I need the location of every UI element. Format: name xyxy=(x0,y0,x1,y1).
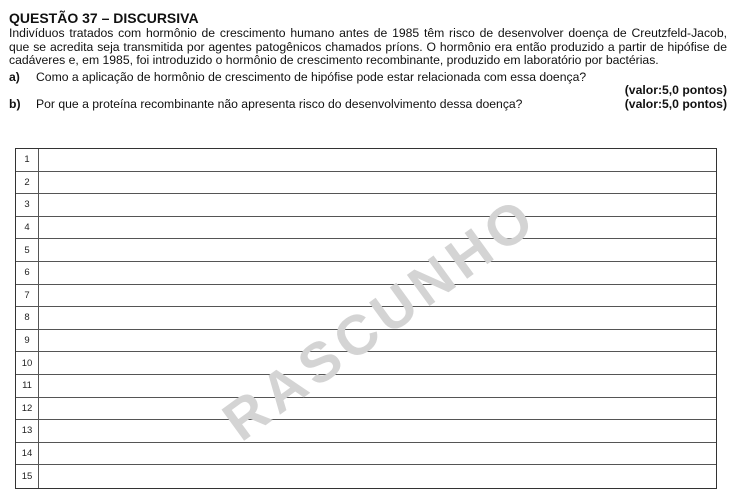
line-number: 2 xyxy=(16,172,39,194)
line-number: 1 xyxy=(16,149,39,171)
answer-line[interactable] xyxy=(16,398,716,421)
question-statement: Indivíduos tratados com hormônio de crescimento humano antes de 1985 têm risco de desenvolver doença de Creutzfeld-Jacob, que se acredita seja transmitida por agentes patogênicos chamados príons. O hormônio era então produzido a partir de hipófise de cadáveres e, em 1985, foi introduzido o hormônio de crescimento recombinante, produzido em laboratório por bactérias. xyxy=(9,26,727,67)
answer-line-space[interactable] xyxy=(39,443,716,465)
answer-line-space[interactable] xyxy=(39,149,716,171)
line-number: 8 xyxy=(16,307,39,329)
draft-watermark: RASCUNHO xyxy=(211,183,549,453)
line-number: 11 xyxy=(16,375,39,397)
answer-line[interactable] xyxy=(16,443,716,466)
answer-line-space[interactable] xyxy=(39,262,716,284)
line-number: 7 xyxy=(16,285,39,307)
line-number: 5 xyxy=(16,239,39,261)
question-title: QUESTÃO 37 – DISCURSIVA xyxy=(9,10,199,26)
question-b-letter: b) xyxy=(9,96,21,111)
answer-line-space[interactable] xyxy=(39,420,716,442)
answer-line[interactable] xyxy=(16,330,716,353)
line-number: 14 xyxy=(16,443,39,465)
answer-line[interactable] xyxy=(16,262,716,285)
answer-line-space[interactable] xyxy=(39,352,716,374)
answer-line[interactable] xyxy=(16,307,716,330)
answer-line[interactable] xyxy=(16,239,716,262)
question-a-points: (valor:5,0 pontos) xyxy=(624,82,727,97)
line-number: 6 xyxy=(16,262,39,284)
answer-line[interactable] xyxy=(16,149,716,172)
answer-grid xyxy=(15,148,717,489)
question-b-text: Por que a proteína recombinante não apresenta risco do desenvolvimento dessa doença? xyxy=(36,96,523,111)
answer-line[interactable] xyxy=(16,217,716,240)
answer-line[interactable] xyxy=(16,285,716,308)
answer-line-space[interactable] xyxy=(39,307,716,329)
answer-line-space[interactable] xyxy=(39,217,716,239)
answer-line-space[interactable] xyxy=(39,330,716,352)
line-number: 15 xyxy=(16,465,39,488)
answer-line-space[interactable] xyxy=(39,285,716,307)
answer-line-space[interactable] xyxy=(39,172,716,194)
answer-line-space[interactable] xyxy=(39,375,716,397)
answer-line[interactable] xyxy=(16,352,716,375)
line-number: 3 xyxy=(16,194,39,216)
line-number: 12 xyxy=(16,398,39,420)
line-number: 13 xyxy=(16,420,39,442)
answer-line-space[interactable] xyxy=(39,194,716,216)
answer-line[interactable] xyxy=(16,172,716,195)
question-block xyxy=(9,10,727,111)
question-a xyxy=(9,70,727,84)
line-number: 10 xyxy=(16,352,39,374)
question-b xyxy=(9,97,727,111)
answer-line-space[interactable] xyxy=(39,239,716,261)
question-a-text: Como a aplicação de hormônio de crescimento de hipófise pode estar relacionada com essa doença? xyxy=(36,69,587,84)
answer-line[interactable] xyxy=(16,194,716,217)
question-b-points: (valor:5,0 pontos) xyxy=(624,96,727,111)
line-number: 4 xyxy=(16,217,39,239)
answer-line[interactable] xyxy=(16,420,716,443)
answer-line[interactable] xyxy=(16,375,716,398)
line-number: 9 xyxy=(16,330,39,352)
answer-line[interactable] xyxy=(16,465,716,488)
answer-line-space[interactable] xyxy=(39,398,716,420)
question-a-letter: a) xyxy=(9,69,20,84)
answer-line-space[interactable] xyxy=(39,465,716,488)
